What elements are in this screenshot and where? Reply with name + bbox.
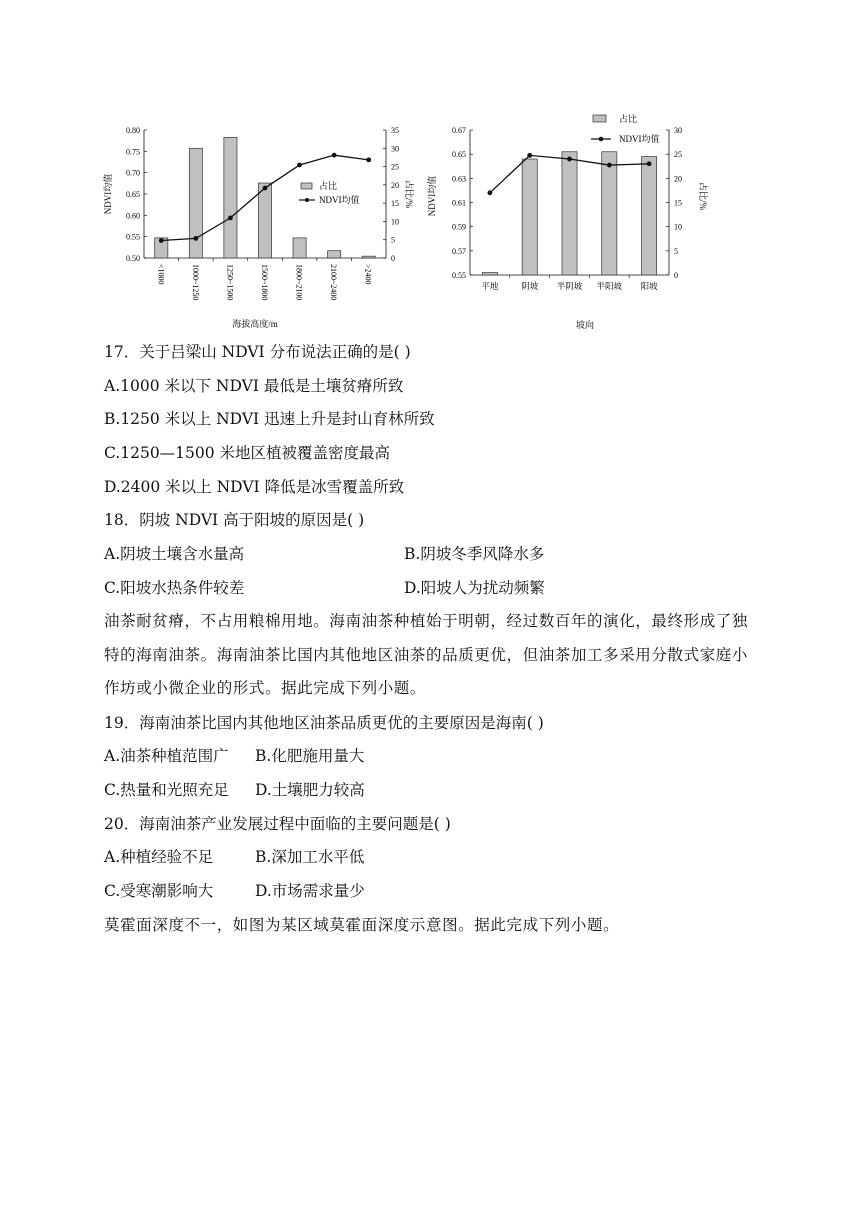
- right-bar: [642, 157, 657, 275]
- right-y-tick-label-left: 0.59: [452, 222, 466, 232]
- q20-stem: 20．海南油茶产业发展过程中面临的主要问题是( ): [104, 815, 451, 833]
- right-legend: [591, 113, 660, 144]
- right-y-tick-label-left: 0.65: [452, 150, 466, 160]
- left-ylabel: NDVI均值: [103, 173, 113, 215]
- left-y-tick-label-right: 0: [391, 254, 395, 263]
- left-bar: [258, 183, 271, 258]
- q17-option-d: D.2400 米以上 NDVI 降低是冰雪覆盖所致: [104, 478, 405, 496]
- left-x-tick-label: 2100~2400: [329, 264, 339, 301]
- right-bar: [482, 273, 497, 275]
- right-legend-line-marker: [599, 137, 604, 142]
- left-y-tick-label-right: 20: [391, 180, 399, 190]
- q19-option-d: D.土壤肥力较高: [255, 781, 365, 799]
- left-ndvi-point: [263, 186, 268, 191]
- q19-option-b: B.化肥施用量大: [255, 747, 365, 765]
- left-bar: [189, 148, 202, 258]
- left-legend-bar-swatch: [301, 183, 312, 189]
- q17-option-a: A.1000 米以下 NDVI 最低是土壤贫瘠所致: [104, 377, 404, 395]
- left-y-tick-label-right: 10: [391, 217, 399, 227]
- left-y-tick-label-left: 0.75: [126, 147, 140, 157]
- passage-moho: 莫霍面深度不一，如图为某区域莫霍面深度示意图。据此完成下列小题。: [104, 916, 620, 934]
- right-x-tick-label: 阳坡: [640, 281, 658, 291]
- right-y-tick-label-left: 0.55: [452, 271, 466, 280]
- right-y-tick-label-right: 15: [674, 198, 682, 208]
- left-bar: [362, 256, 375, 258]
- q19-option-c: C.热量和光照充足: [104, 781, 229, 799]
- right-bar: [562, 152, 577, 275]
- q18-stem: 18．阴坡 NDVI 高于阳坡的原因是( ): [104, 511, 365, 529]
- left-bar: [328, 251, 341, 258]
- left-legend: [299, 180, 360, 205]
- right-y-tick-label-right: 30: [674, 126, 682, 135]
- right-x-tick-label: 半阴坡: [556, 281, 583, 291]
- left-x-tick-label: 1800~2100: [294, 264, 304, 301]
- right-y-tick-label-left: 0.57: [452, 246, 466, 256]
- left-ndvi-point: [297, 163, 302, 168]
- right-ylabel: NDVI均值: [427, 175, 437, 217]
- left-legend-bar-label: 占比: [319, 181, 338, 191]
- q20-option-d: D.市场需求量少: [255, 882, 365, 900]
- right-legend-bar-label: 占比: [619, 114, 638, 124]
- q19-option-a: A.油茶种植范围广: [104, 747, 229, 765]
- left-y-tick-label-right: 30: [391, 144, 399, 154]
- right-ndvi-point: [607, 163, 612, 168]
- left-y-tick-label-right: 35: [391, 126, 399, 135]
- right-y-tick-label-left: 0.61: [452, 198, 466, 208]
- left-xlabel: 海拔高度/m: [232, 319, 278, 329]
- left-x-tick-label: <1000: [156, 264, 166, 285]
- left-ndvi-point: [366, 157, 371, 162]
- right-ndvi-point: [567, 157, 572, 162]
- right-y-tick-label-right: 10: [674, 222, 682, 232]
- left-ylabel-right: 占比/%: [404, 180, 414, 208]
- right-bar: [522, 159, 537, 275]
- right-x-tick-label: 阴坡: [521, 281, 539, 291]
- q18-option-b: B.阴坡冬季风降水多: [404, 545, 545, 563]
- left-y-tick-label-right: 25: [391, 162, 399, 172]
- q17-stem: 17．关于吕梁山 NDVI 分布说法正确的是( ): [104, 343, 411, 361]
- left-ndvi-point: [228, 215, 233, 220]
- q19-stem: 19．海南油茶比国内其他地区油茶品质更优的主要原因是海南( ): [104, 714, 544, 732]
- left-y-tick-label-right: 15: [391, 199, 399, 209]
- left-ndvi-point: [159, 238, 164, 243]
- right-legend-bar-swatch: [593, 115, 606, 122]
- left-bar: [293, 238, 306, 258]
- right-x-tick-label: 半阳坡: [596, 281, 623, 291]
- left-y-tick-label-left: 0.55: [126, 232, 140, 242]
- right-xlabel: 坡向: [575, 320, 595, 330]
- q20-option-a: A.种植经验不足: [104, 848, 214, 866]
- right-legend-line-label: NDVI均值: [619, 134, 660, 144]
- q18-option-c: C.阳坡水热条件较差: [104, 579, 245, 597]
- left-y-tick-label-left: 0.50: [126, 254, 140, 263]
- left-legend-line-label: NDVI均值: [319, 195, 360, 205]
- altitude-ndvi-chart: [100, 108, 414, 338]
- right-bar: [602, 152, 617, 275]
- aspect-ndvi-chart: [425, 108, 708, 338]
- left-y-tick-label-left: 0.70: [126, 168, 140, 178]
- right-y-tick-label-right: 25: [674, 150, 682, 160]
- q18-option-d: D.阳坡人为扰动频繁: [404, 579, 545, 597]
- left-y-tick-label-right: 5: [391, 235, 395, 245]
- left-ndvi-point: [332, 153, 337, 158]
- right-x-tick-label: 平地: [481, 281, 499, 291]
- left-bar: [224, 137, 237, 258]
- q17-option-c: C.1250—1500 米地区植被覆盖密度最高: [104, 444, 391, 462]
- q20-option-c: C.受寒潮影响大: [104, 882, 214, 900]
- left-y-tick-label-left: 0.80: [126, 126, 140, 135]
- q18-option-a: A.阴坡土壤含水量高: [104, 545, 245, 563]
- right-ndvi-point: [527, 153, 532, 158]
- left-ndvi-point: [193, 236, 198, 241]
- passage-oil-tea: 油茶耐贫瘠，不占用粮棉用地。海南油茶种植始于明朝，经过数百年的演化，最终形成了独特的海南油茶。海南油茶比国内其他地区油茶的品质更优，但油茶加工多采用分散式家庭小作坊或小微企业的形式。据此完成下列小题。: [104, 612, 749, 697]
- right-ylabel-right: 占比/%: [698, 182, 708, 210]
- right-y-tick-label-right: 0: [674, 271, 678, 280]
- right-y-tick-label-left: 0.67: [452, 126, 466, 135]
- left-x-tick-label: >2400: [363, 264, 373, 285]
- right-ndvi-point: [488, 190, 493, 195]
- q20-option-b: B.深加工水平低: [255, 848, 365, 866]
- left-x-tick-label: 1500~1800: [260, 264, 269, 301]
- right-y-tick-label-right: 5: [674, 246, 678, 256]
- right-ndvi-point: [647, 161, 652, 166]
- left-y-tick-label-left: 0.60: [126, 211, 140, 221]
- left-legend-line-marker: [305, 198, 309, 202]
- left-x-tick-label: 1000~1250: [190, 264, 200, 301]
- right-y-tick-label-right: 20: [674, 174, 682, 184]
- left-x-tick-label: 1250~1500: [225, 264, 235, 301]
- q17-option-b: B.1250 米以上 NDVI 迅速上升是封山育林所致: [104, 410, 435, 428]
- right-y-tick-label-left: 0.63: [452, 174, 466, 184]
- left-y-tick-label-left: 0.65: [126, 190, 140, 199]
